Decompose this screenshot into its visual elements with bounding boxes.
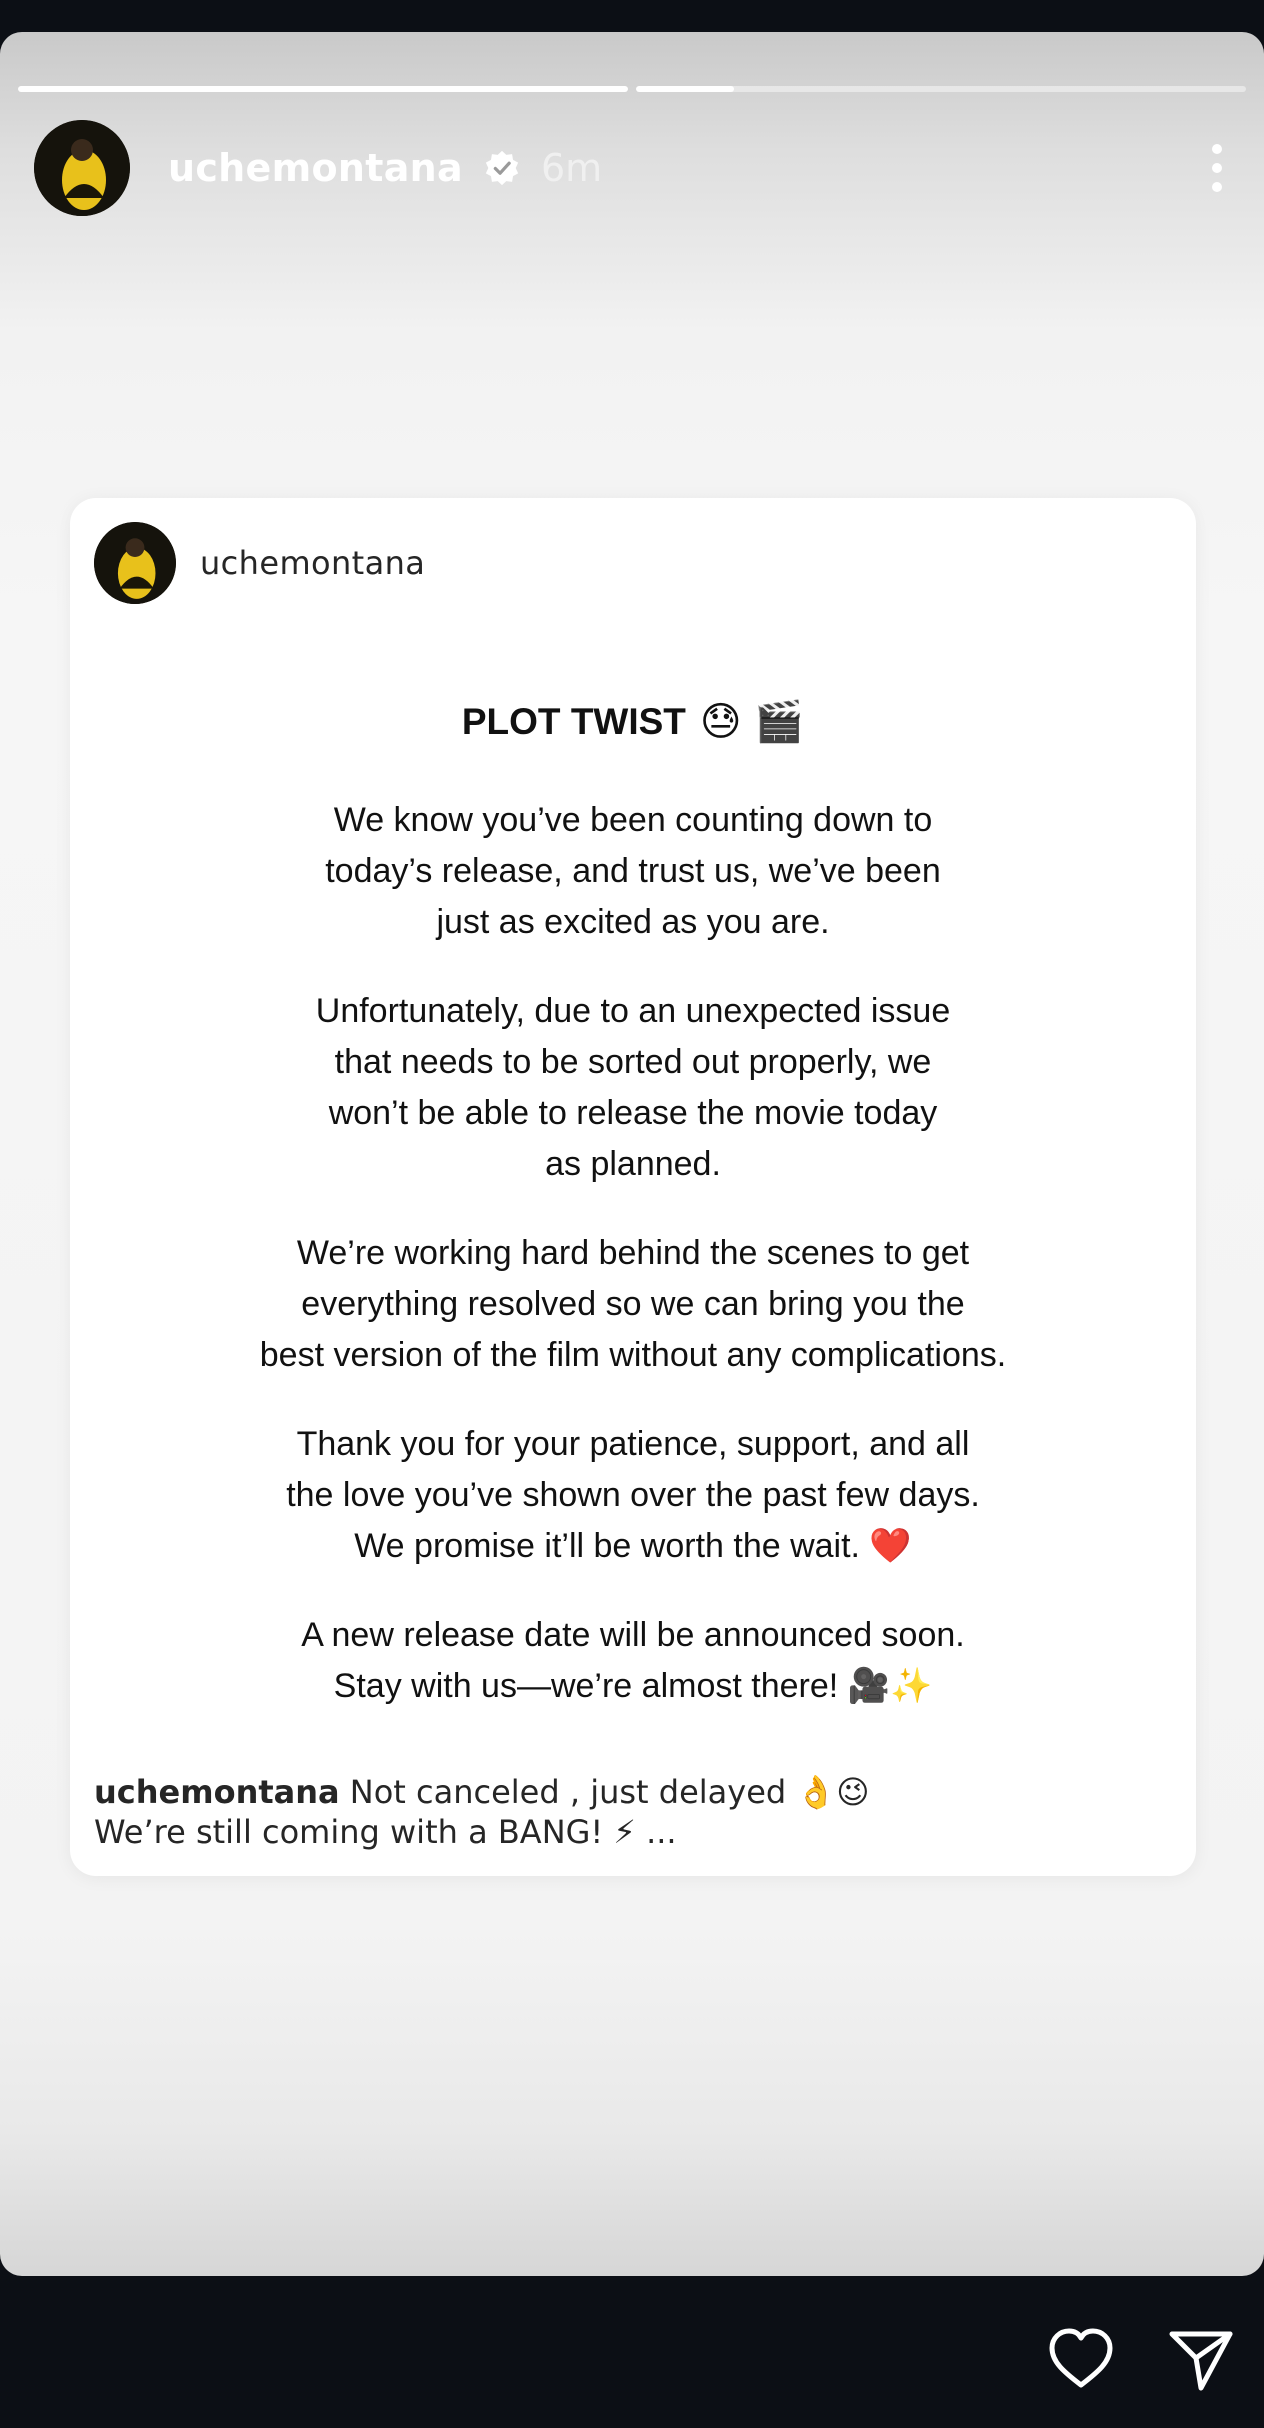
post-paragraph-2: Unfortunately, due to an unexpected issue that needs to be sorted out properly, we won’t be able to release the movie today as planned. — [315, 992, 951, 1183]
progress-fill-1 — [18, 86, 628, 92]
story-progress — [18, 86, 1246, 92]
story-timestamp: 6m — [540, 146, 603, 190]
avatar-image — [34, 120, 130, 216]
post-username[interactable]: uchemontana — [200, 544, 426, 582]
heart-icon[interactable] — [1044, 2322, 1118, 2396]
more-dot — [1212, 182, 1222, 192]
story-header — [34, 120, 1230, 216]
post-title-text: PLOT TWIST — [461, 700, 686, 742]
verified-badge-icon — [483, 149, 521, 187]
caption-username[interactable]: uchemontana — [94, 1773, 340, 1811]
progress-segment-1 — [18, 86, 628, 92]
avatar-image — [94, 522, 176, 604]
more-vertical-icon[interactable] — [1204, 144, 1230, 192]
story-username[interactable]: uchemontana — [168, 146, 463, 190]
post-image-text — [70, 698, 1196, 1750]
progress-fill-2 — [636, 86, 734, 92]
shared-post-card[interactable] — [70, 498, 1196, 1876]
more-dot — [1212, 144, 1222, 154]
post-paragraph-1: We know you’ve been counting down to today’s release, and trust us, we’ve been just as excited as you are. — [325, 801, 941, 941]
post-caption[interactable] — [94, 1772, 1154, 1852]
avatar[interactable] — [34, 120, 130, 216]
caption-text: Not canceled , just delayed 👌😉 We’re still coming with a BANG! ⚡ ... — [94, 1773, 870, 1851]
post-paragraph-4: Thank you for your patience, support, and all the love you’ve shown over the past few days. We promise it’ll be worth the wait. ❤️ — [286, 1425, 980, 1565]
post-title-emoji: 😓 🎬 — [699, 699, 805, 745]
post-header — [94, 522, 425, 604]
post-title — [70, 698, 1196, 745]
send-icon[interactable] — [1164, 2322, 1238, 2396]
post-paragraph-5: A new release date will be announced soon. Stay with us—we’re almost there! 🎥✨ — [301, 1616, 965, 1705]
story-actions — [1024, 2304, 1264, 2404]
progress-segment-2 — [636, 86, 1246, 92]
story-frame[interactable] — [0, 32, 1264, 2276]
post-paragraph-3: We’re working hard behind the scenes to get everything resolved so we can bring you the best version of the film without any complications. — [259, 1234, 1007, 1374]
more-dot — [1212, 163, 1222, 173]
post-avatar[interactable] — [94, 522, 176, 604]
